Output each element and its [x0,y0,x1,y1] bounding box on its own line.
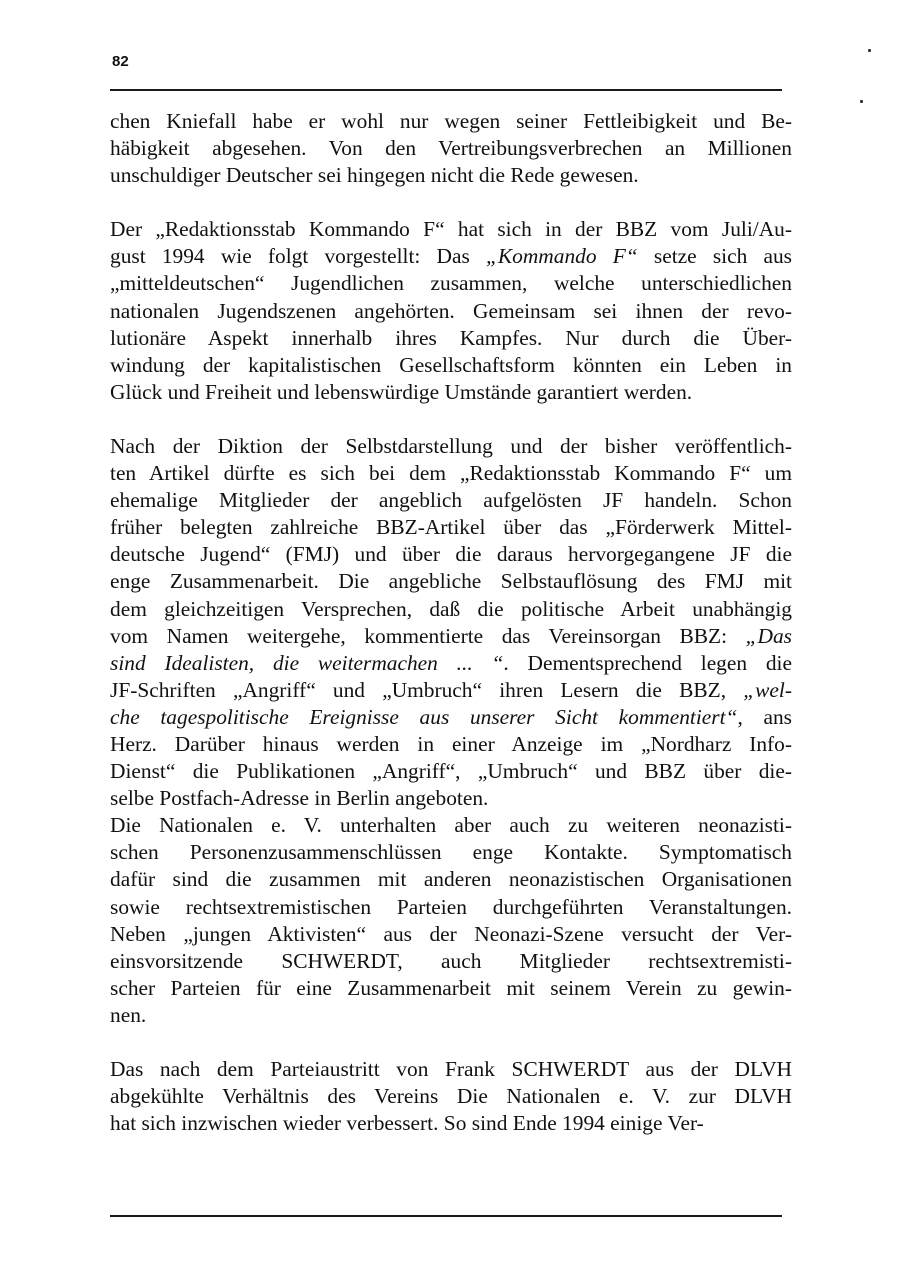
text-line [110,487,792,514]
italic-quote: „Kommando F“ [486,244,638,269]
text-run: nen. [110,1002,147,1027]
text-run: Nach der Diktion der Selbstdarstellung und der bisher veröffentlich- [110,433,792,458]
text-line [110,812,792,839]
text-run: Neben „jungen Aktivisten“ aus der Neonazi-Szene versucht der Ver- [110,921,792,946]
text-run: hat sich inzwischen wieder verbessert. So sind Ende 1994 einige Ver- [110,1111,704,1136]
text-line [110,704,792,731]
text-run: nationalen Jugendszenen angehörten. Gemeinsam sei ihnen der revo- [110,298,792,323]
italic-quote: che tagespolitische Ereignisse aus unserer Sicht kommentiert“ [110,704,738,729]
text-run: sowie rechtsextremistischen Parteien durchgeführten Veranstaltungen. [110,894,792,919]
text-line [110,216,792,243]
text-line [110,1110,792,1137]
italic-quote: „wel- [743,677,792,702]
text-line [110,379,792,406]
text-run: Das nach dem Parteiaustritt von Frank SCHWERDT aus der DLVH [110,1057,792,1081]
text-line [110,1002,792,1029]
text-run: , ans [737,704,792,729]
scan-speck [860,100,863,103]
text-run: JF-Schriften „Angriff“ und „Umbruch“ ihren Lesern die BBZ, [110,677,744,702]
text-line [110,650,792,677]
text-run: Die Nationalen e. V. unterhalten aber auch zu weiteren neonazisti- [110,813,792,838]
paragraph-gap [110,189,792,216]
body-text [110,108,792,1137]
text-run: ten Artikel dürfte es sich bei dem „Redaktionsstab Kommando F“ um [110,461,792,486]
text-run: enge Zusammenarbeit. Die angebliche Selbstauflösung des FMJ mit [110,569,792,594]
text-run: früher belegten zahlreiche BBZ-Artikel über das „Förderwerk Mittel- [110,515,792,540]
text-line [110,731,792,758]
paragraph [110,1056,792,1137]
text-line [110,108,792,135]
text-run: deutsche Jugend“ (FMJ) und über die daraus hervorgegangene JF die [110,542,792,567]
text-run: vom Namen weitergehe, kommentierte das Vereinsorgan BBZ: [110,623,746,648]
text-run: unschuldiger Deutscher sei hingegen nicht die Rede gewesen. [110,163,639,188]
text-run: Dienst“ die Publikationen „Angriff“, „Umbruch“ und BBZ über die- [110,759,792,784]
text-line [110,541,792,568]
text-line [110,785,792,812]
text-line [110,839,792,866]
text-line [110,596,792,623]
text-run: häbigkeit abgesehen. Von den Vertreibungsverbrechen an Millionen [110,136,792,161]
text-line [110,623,792,650]
text-line [110,298,792,325]
text-line [110,948,792,975]
text-line [110,975,792,1002]
text-line [110,433,792,460]
text-line [110,894,792,921]
italic-quote: „Das [745,623,792,648]
text-line [110,514,792,541]
text-line [110,135,792,162]
paragraph-gap [110,1029,792,1056]
text-line [110,1056,792,1083]
text-line [110,921,792,948]
scan-speck [868,49,871,52]
text-run: gust 1994 wie folgt vorgestellt: Das [110,244,486,269]
text-run: windung der kapitalistischen Gesellschaftsform könnten ein Leben in [110,352,792,377]
header-rule [110,89,782,91]
text-run: „mitteldeutschen“ Jugendlichen zusammen, welche unterschiedlichen [110,271,792,296]
text-line [110,758,792,785]
text-run: dem gleichzeitigen Versprechen, daß die politische Arbeit unabhängig [110,596,792,621]
text-line [110,352,792,379]
text-run: Glück und Freiheit und lebenswürdige Umstände garantiert werden. [110,379,693,404]
paragraph [110,216,792,406]
text-run: chen Kniefall habe er wohl nur wegen seiner Fettleibigkeit und Be- [110,109,792,133]
text-run: scher Parteien für eine Zusammenarbeit mit seinem Verein zu gewin- [110,975,792,1000]
text-line [110,270,792,297]
text-line [110,568,792,595]
text-run: setze sich aus [637,244,792,269]
paragraph [110,433,792,812]
footer-rule [110,1215,782,1217]
text-line [110,162,792,189]
text-run: einsvorsitzende SCHWERDT, auch Mitglieder rechtsextremisti- [110,948,792,973]
page-number: 82 [112,53,129,70]
paragraph [110,812,792,1029]
text-line [110,460,792,487]
text-line [110,1083,792,1110]
text-run: ehemalige Mitglieder der angeblich aufgelösten JF handeln. Schon [110,488,792,513]
text-line [110,243,792,270]
text-run: abgekühlte Verhältnis des Vereins Die Nationalen e. V. zur DLVH [110,1084,792,1109]
text-line [110,677,792,704]
text-run: lutionäre Aspekt innerhalb ihres Kampfes. Nur durch die Über- [110,325,792,350]
text-run: Der „Redaktionsstab Kommando F“ hat sich in der BBZ vom Juli/Au- [110,217,792,242]
text-run: schen Personenzusammenschlüssen enge Kontakte. Symptomatisch [110,840,792,865]
text-run: dafür sind die zusammen mit anderen neonazistischen Organisationen [110,867,792,892]
text-run: selbe Postfach-Adresse in Berlin angeboten. [110,786,489,811]
text-line [110,866,792,893]
text-run: Herz. Darüber hinaus werden in einer Anzeige im „Nordharz Info- [110,731,792,756]
paragraph [110,108,792,189]
text-run: . Dementsprechend legen die [503,650,792,675]
italic-quote: sind Idealisten, die weitermachen ... “ [110,650,504,675]
paragraph-gap [110,406,792,433]
text-line [110,325,792,352]
